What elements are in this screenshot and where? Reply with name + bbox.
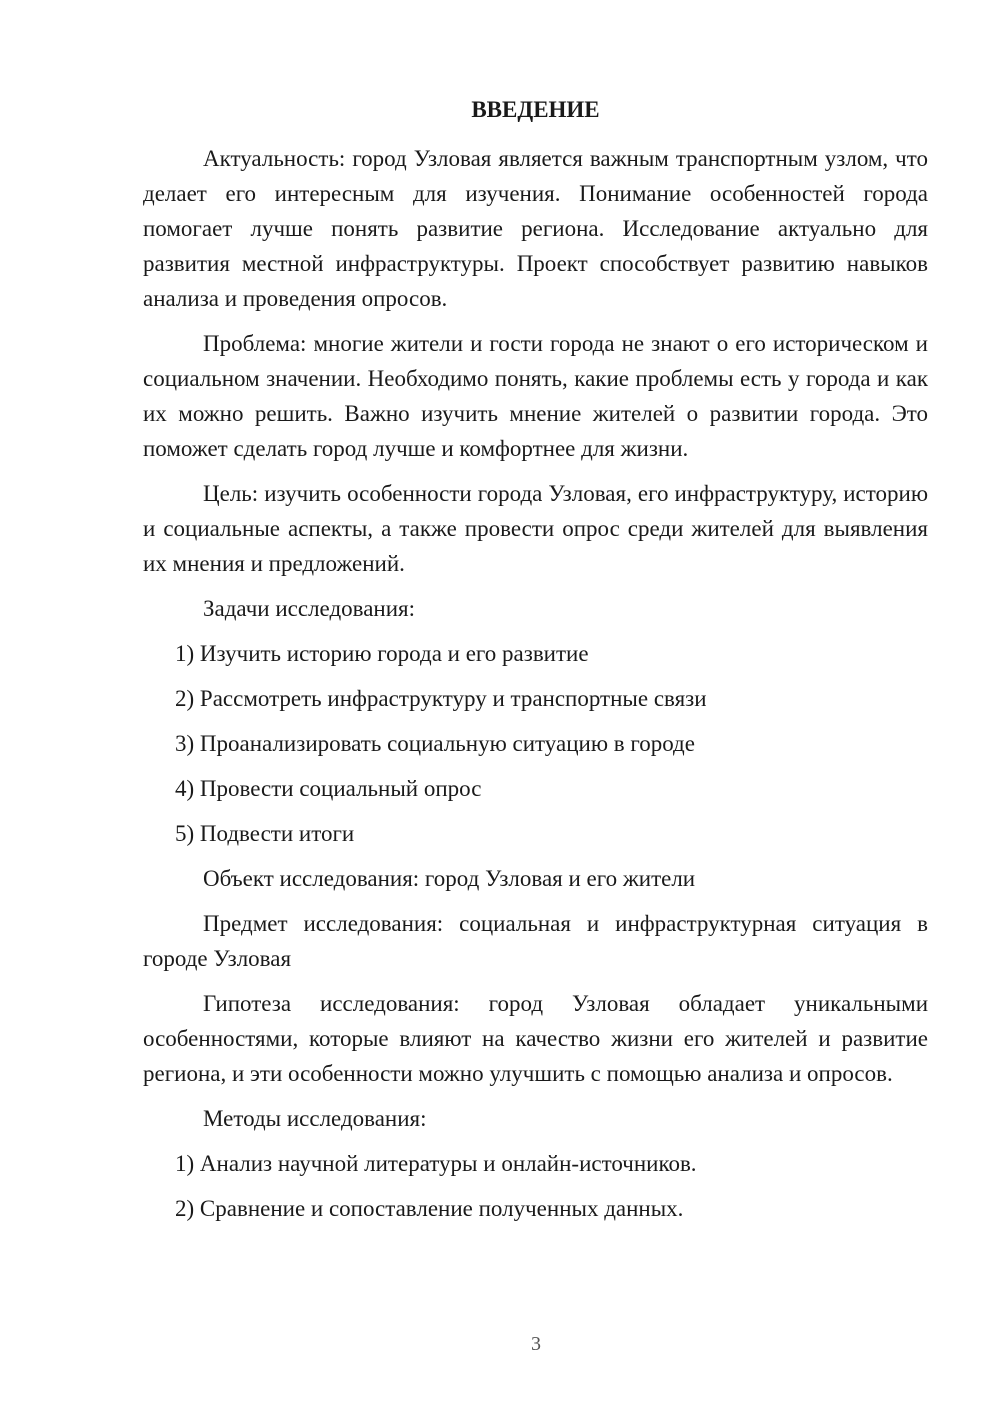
page-title: ВВЕДЕНИЕ	[471, 97, 600, 122]
methods-label: Методы исследования:	[203, 1106, 427, 1131]
list-item: 1) Анализ научной литературы и онлайн-источников.	[175, 1151, 697, 1176]
list-item: 1) Изучить историю города и его развитие	[175, 641, 589, 666]
object-paragraph: Объект исследования: город Узловая и его жители	[203, 866, 696, 891]
subject-paragraph: Предмет исследования: социальная и инфраструктурная ситуация в городе Узловая	[143, 911, 928, 971]
list-item: 2) Сравнение и сопоставление полученных данных.	[175, 1196, 684, 1221]
tasks-label: Задачи исследования:	[203, 596, 416, 621]
methods-list	[143, 1146, 928, 1226]
tasks-list	[143, 636, 928, 851]
list-item: 2) Рассмотреть инфраструктуру и транспортные связи	[175, 686, 707, 711]
list-item: 5) Подвести итоги	[175, 821, 355, 846]
page-body	[143, 92, 928, 1236]
list-item: 4) Провести социальный опрос	[175, 776, 482, 801]
relevance-paragraph: Актуальность: город Узловая является важным транспортным узлом, что делает его интересным для изучения. Понимание особенностей города помогает лучше понять развитие региона. Исследование актуально для развития местной инфраструктуры. Проект способствует развитию навыков анализа и проведения опросов.	[143, 146, 928, 311]
list-item: 3) Проанализировать социальную ситуацию в городе	[175, 731, 695, 756]
goal-paragraph: Цель: изучить особенности города Узловая, его инфраструктуру, историю и социальные аспекты, а также провести опрос среди жителей для выявления их мнения и предложений.	[143, 481, 928, 576]
hypothesis-paragraph: Гипотеза исследования: город Узловая обладает уникальными особенностями, которые влияют на качество жизни его жителей и развитие региона, и эти особенности можно улучшить с помощью анализа и опросов.	[143, 991, 928, 1086]
problem-paragraph: Проблема: многие жители и гости города не знают о его историческом и социальном значении. Необходимо понять, какие проблемы есть у города и как их можно решить. Важно изучить мнение жителей о развитии города. Это поможет сделать город лучше и комфортнее для жизни.	[143, 331, 928, 461]
page-number: 3	[531, 1333, 541, 1355]
